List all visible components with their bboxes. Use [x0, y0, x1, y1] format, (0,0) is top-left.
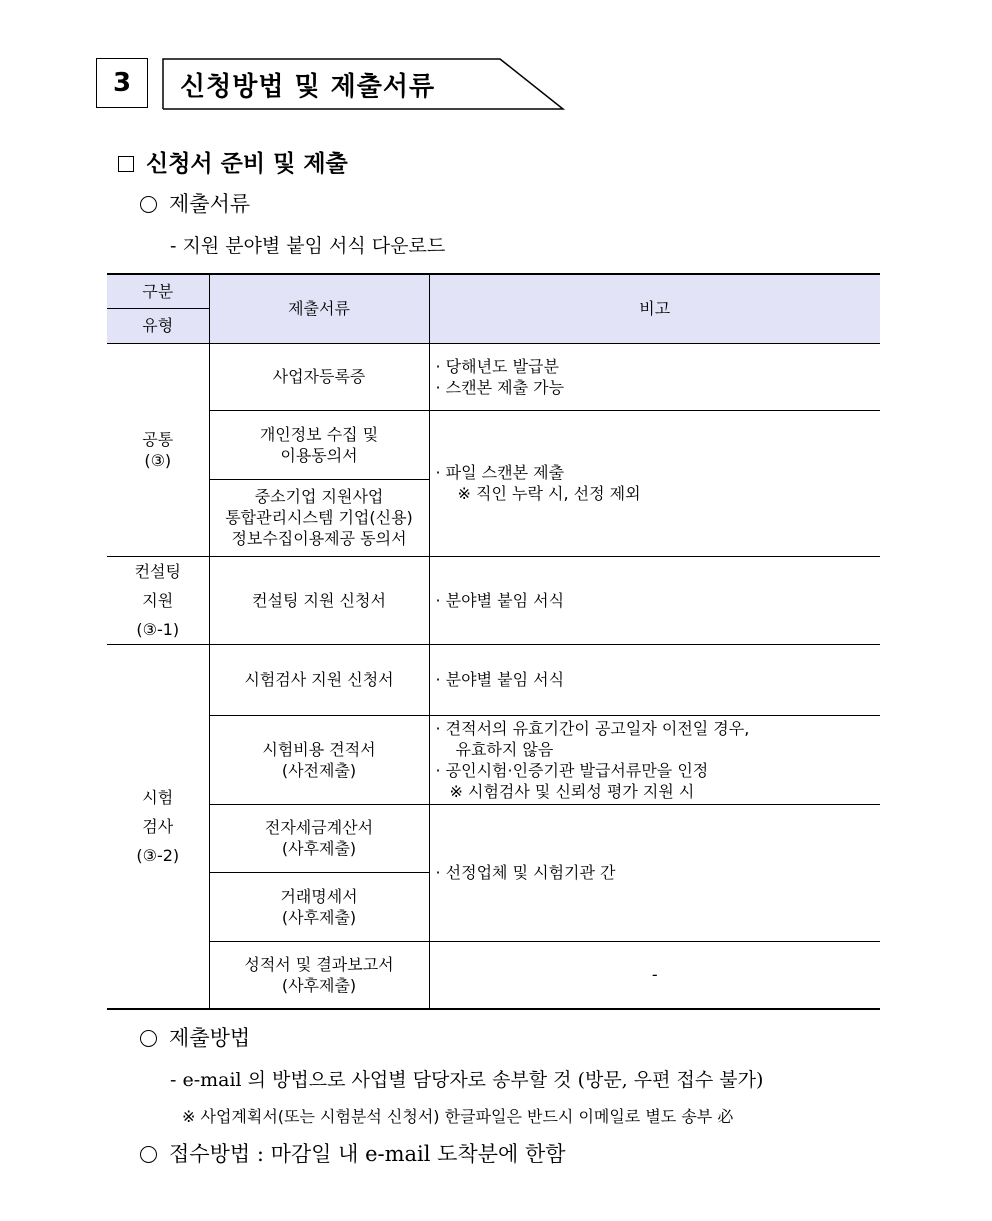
doc-privacy-consent: 개인정보 수집 및 이용동의서: [209, 410, 429, 479]
group-consulting: 컨설팅 지원 (③-1): [107, 556, 209, 644]
remark-test-quote: · 견적서의 유효기간이 공고일자 이전일 경우, 유효하지 않음 · 공인시험·인증기관 발급서류만을 인정 ※ 시험검사 및 신뢰성 평가 지원 시: [429, 715, 880, 804]
download-note: - 지원 분야별 붙임 서식 다운로드: [170, 235, 446, 257]
doc-test-quote: 시험비용 견적서 (사전제출): [209, 715, 429, 804]
remark-test-form: · 분야별 붙임 서식: [429, 644, 880, 715]
remark-consulting-form: · 분야별 붙임 서식: [429, 556, 880, 644]
header-remarks: 비고: [429, 274, 880, 343]
doc-tax-invoice: 전자세금계산서 (사후제출): [209, 804, 429, 872]
documents-table: [107, 273, 880, 1010]
section-number: 3: [96, 58, 148, 108]
square-bullet-icon: [118, 156, 134, 172]
submit-method-heading: 제출방법: [140, 1022, 250, 1052]
circle-bullet-icon: [140, 196, 157, 213]
section-title-box: [162, 58, 566, 110]
submit-method-line: - e-mail 의 방법으로 사업별 담당자로 송부할 것 (방문, 우편 접수 불가): [170, 1069, 764, 1091]
circle-bullet-icon: [140, 1030, 157, 1047]
doc-sme-consent: 중소기업 지원사업 통합관리시스템 기업(신용) 정보수집이용제공 동의서: [209, 479, 429, 556]
header-type: 유형: [107, 308, 209, 343]
section-title: 신청방법 및 제출서류: [180, 72, 436, 102]
group-common: 공통 (③): [107, 343, 209, 556]
doc-test-application: 시험검사 지원 신청서: [209, 644, 429, 715]
remark-between: · 선정업체 및 시험기관 간: [429, 804, 880, 941]
doc-transaction-statement: 거래명세서 (사후제출): [209, 872, 429, 941]
header-docs: 제출서류: [209, 274, 429, 343]
doc-business-registration: 사업자등록증: [209, 343, 429, 410]
submit-method-note: ※ 사업계획서(또는 시험분석 신청서) 한글파일은 반드시 이메일로 별도 송부 必: [182, 1107, 734, 1126]
remark-none: -: [429, 941, 880, 1009]
circle-bullet-icon: [140, 1146, 157, 1163]
doc-result-report: 성적서 및 결과보고서 (사후제출): [209, 941, 429, 1009]
remark-scan: · 파일 스캔본 제출 ※ 직인 누락 시, 선정 제외: [429, 410, 880, 556]
submit-docs-heading: 제출서류: [140, 188, 250, 218]
main-heading: 신청서 준비 및 제출: [118, 145, 348, 178]
doc-consulting-application: 컨설팅 지원 신청서: [209, 556, 429, 644]
receipt-method: 접수방법 : 마감일 내 e-mail 도착분에 한함: [140, 1138, 566, 1168]
remark-business-registration: · 당해년도 발급분 · 스캔본 제출 가능: [429, 343, 880, 410]
group-testing: 시험 검사 (③-2): [107, 644, 209, 1009]
header-category: 구분: [107, 274, 209, 308]
